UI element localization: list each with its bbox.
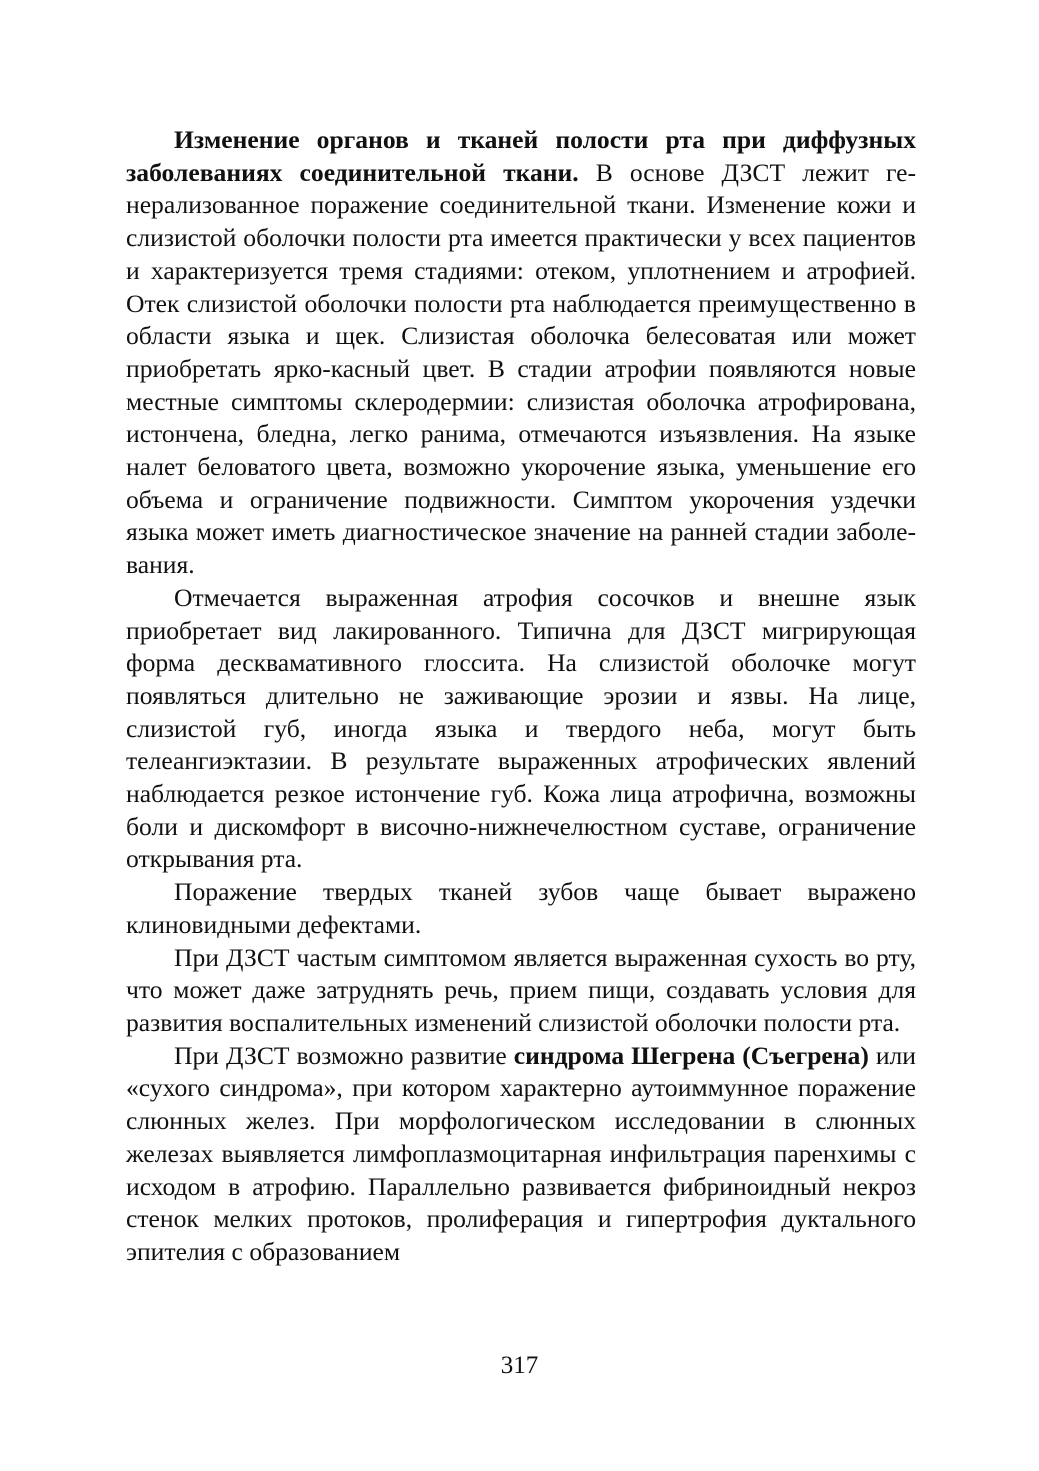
paragraph-sjogren: [126, 1040, 916, 1269]
paragraph-connective-tissue: [126, 124, 916, 582]
page-body: [126, 124, 916, 1269]
paragraph-dry-mouth: [126, 942, 916, 1040]
paragraph-text: Отмечается выраженная атрофия сосочков и внешне язык приобретает вид лакированного. Типична для ДЗСТ мигрирующая форма десквамативного глоссита. На слизистой оболочке могут появляться длительно не заживающие эрозии и язвы. На лице, слизистой губ, иногда языка и твердого неба, могут быть телеангиэктазии. В результате выраженных атрофических явлений наблюдается резкое истончение губ. Кожа лица атрофична, возможны боли и дискомфорт в височно-нижнечелюстном суставе, ограничение открывания рта.: [126, 582, 916, 874]
paragraph-text: При ДЗСТ частым симптомом является выраженная сухость во рту, что может даже затруднять речь, прием пищи, создавать условия для развития воспалительных изменений слизистой оболочки полости рта.: [126, 942, 916, 1037]
paragraph-hard-tissues: [126, 876, 916, 941]
paragraph-text: При ДЗСТ возможно развитие: [174, 1040, 514, 1070]
paragraph-atrophy: [126, 582, 916, 876]
page-number: 317: [500, 1352, 539, 1379]
paragraph-text: В основе ДЗСТ лежит генерализованное поражение соединительной ткани. Изменение кожи и слизистой оболочки полости рта имеется практически у всех пациентов и характеризуется тремя стадиями: отеком, уплотнением и атрофией. Отек слизистой оболочки полости рта наблюдается преимущественно в области языка и щек. Слизистая оболочка белесоватая или может приобретать ярко-касный цвет. В стадии атрофии появляются новые местные симптомы склеродермии: слизистая оболочка атрофирована, истончена, бледна, легко ранима, отмечаются изъязвления. На языке налет беловатого цвета, возможно укорочение языка, уменьшение его объема и ограничение подвижности. Симптом укорочения уздечки языка может иметь диагностическое значение на ранней стадии заболевания.: [126, 157, 916, 580]
section-heading: Изменение органов и тканей полости рта при диффузных заболеваниях соединительной ткани.: [126, 125, 916, 187]
paragraph-text: или «сухого синдрома», при котором характерно аутоиммунное поражение слюнных желез. При морфологическом исследовании в слюнных железах выявляется лимфоплазмоцитарная инфильтрация паренхимы с исходом в атрофию. Параллельно развивается фибриноидный некроз стенок мелких протоков, пролиферация и гипертрофия дуктального эпителия с образованием: [126, 1040, 916, 1266]
sjogren-term: синдрома Шегрена (Съегрена): [513, 1040, 869, 1070]
paragraph-text: Поражение твердых тканей зубов чаще бывает выражено клиновидными дефектами.: [126, 877, 916, 939]
